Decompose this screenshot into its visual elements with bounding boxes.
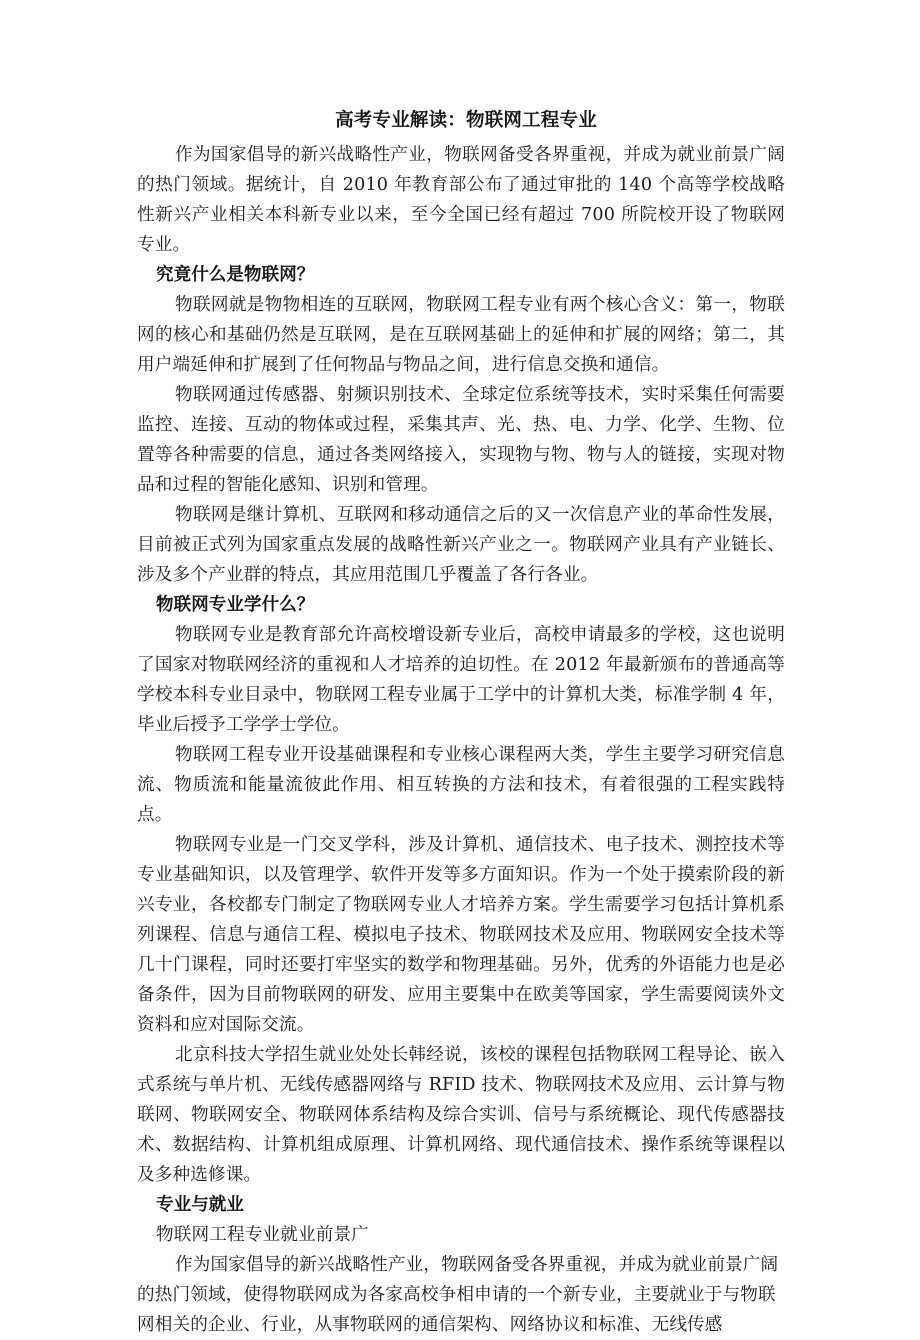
- paragraph-course-categories: 物联网工程专业开设基础课程和专业核心课程两大类，学生主要学习研究信息流、物质流和能量流彼此作用、相互转换的方法和技术，有着很强的工程实践特点。: [137, 745, 785, 825]
- paragraph-intro: 作为国家倡导的新兴战略性产业，物联网备受各界重视，并成为就业前景广阔的热门领域。据统计，自 2010 年教育部公布了通过审批的 140 个高等学校战略性新兴产业相关本科新专业以来，至今全国已经有超过 700 所院校开设了物联网专业。: [137, 145, 785, 255]
- page-title: 高考专业解读：物联网工程专业: [335, 110, 597, 131]
- section-heading-major-and-employment: 专业与就业: [156, 1195, 244, 1215]
- section-heading-what-is-iot: 究竟什么是物联网？: [156, 265, 315, 285]
- paragraph-iot-sensors: 物联网通过传感器、射频识别技术、全球定位系统等技术，实时采集任何需要监控、连接、互动的物体或过程，采集其声、光、热、电、力学、化学、生物、位置等各种需要的信息，通过各类网络接入，实现物与物、物与人的链接，实现对物品和过程的智能化感知、识别和管理。: [137, 385, 785, 495]
- paragraph-ustb-courses: 北京科技大学招生就业处处长韩经说，该校的课程包括物联网工程导论、嵌入式系统与单片机、无线传感器网络与 RFID 技术、物联网技术及应用、云计算与物联网、物联网安全、物联网体系结构及综合实训、信号与系统概论、现代传感器技术、数据结构、计算机组成原理、计算机网络、现代通信技术、操作系统等课程以及多种选修课。: [137, 1045, 785, 1185]
- document-content: [137, 106, 785, 1340]
- paragraph-iot-industry: 物联网是继计算机、互联网和移动通信之后的又一次信息产业的革命性发展，目前被正式列为国家重点发展的战略性新兴产业之一。物联网产业具有产业链长、涉及多个产业群的特点，其应用范围几乎覆盖了各行各业。: [137, 505, 785, 585]
- subheading-employment-prospects: 物联网工程专业就业前景广: [156, 1225, 369, 1245]
- paragraph-employment-outlook: 作为国家倡导的新兴战略性产业，物联网备受各界重视，并成为就业前景广阔的热门领域，使得物联网成为各家高校争相申请的一个新专业，主要就业于与物联网相关的企业、行业，从事物联网的通信架构、网络协议和标准、无线传感: [137, 1255, 779, 1335]
- paragraph-major-history: 物联网专业是教育部允许高校增设新专业后，高校申请最多的学校，这也说明了国家对物联网经济的重视和人才培养的迫切性。在 2012 年最新颁布的普通高等学校本科专业目录中，物联网工程专业属于工学中的计算机大类，标准学制 4 年，毕业后授予工学学士学位。: [137, 625, 785, 735]
- paragraph-interdisciplinary: 物联网专业是一门交叉学科，涉及计算机、通信技术、电子技术、测控技术等专业基础知识，以及管理学、软件开发等多方面知识。作为一个处于摸索阶段的新兴专业，各校都专门制定了物联网专业人才培养方案。学生需要学习包括计算机系列课程、信息与通信工程、模拟电子技术、物联网技术及应用、物联网安全技术等几十门课程，同时还要打牢坚实的数学和物理基础。另外，优秀的外语能力也是必备条件，因为目前物联网的研发、应用主要集中在欧美等国家，学生需要阅读外文资料和应对国际交流。: [137, 835, 785, 1035]
- section-heading-what-to-study: 物联网专业学什么？: [156, 595, 315, 615]
- paragraph-iot-definition: 物联网就是物物相连的互联网，物联网工程专业有两个核心含义：第一，物联网的核心和基础仍然是互联网，是在互联网基础上的延伸和扩展的网络；第二，其用户端延伸和扩展到了任何物品与物品之间，进行信息交换和通信。: [137, 295, 785, 375]
